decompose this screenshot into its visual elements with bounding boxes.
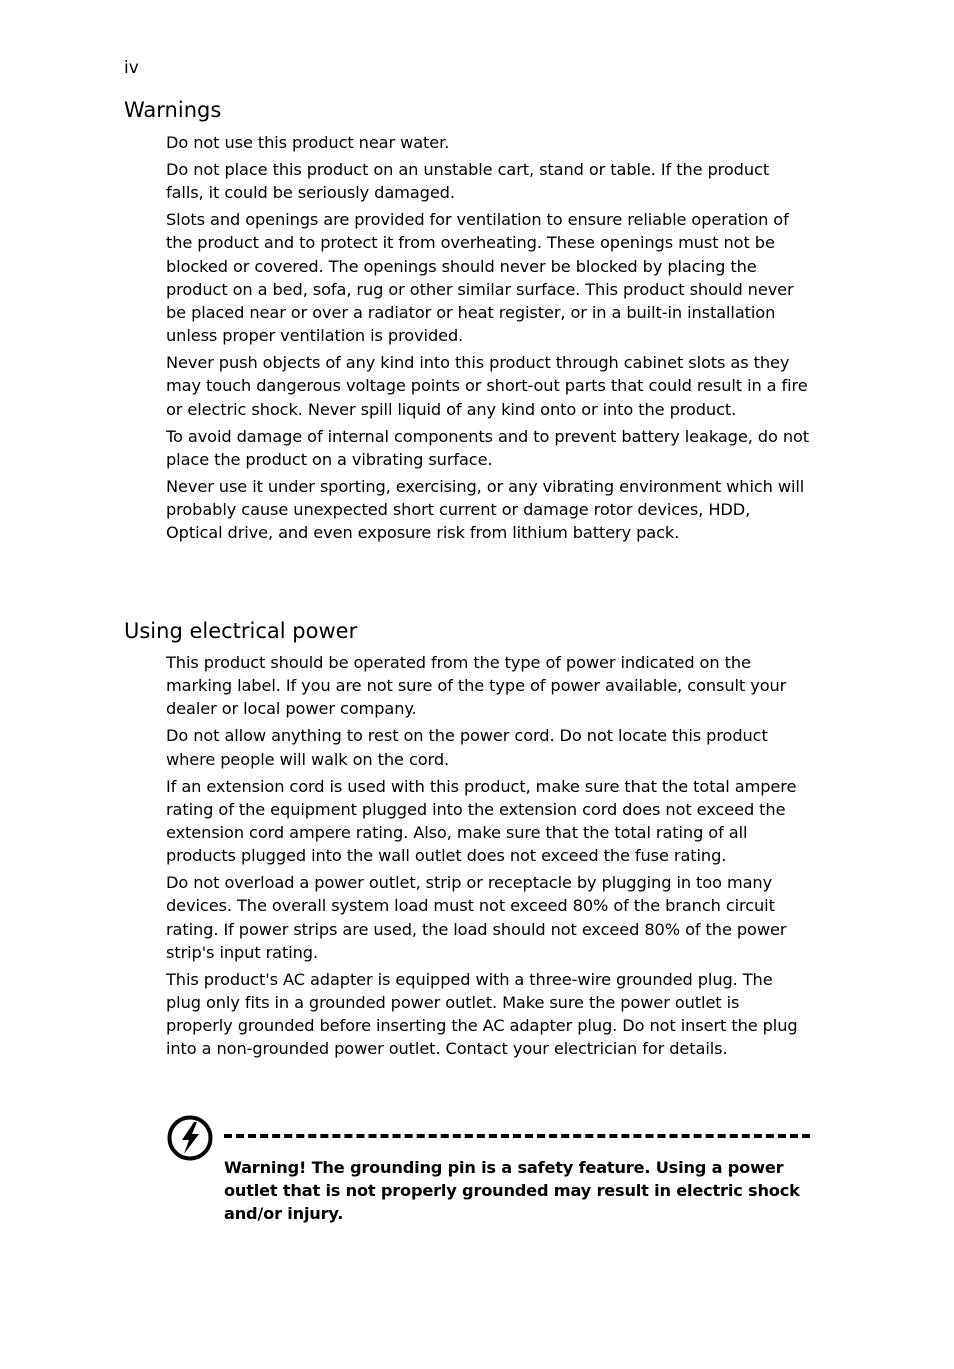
paragraph: Do not use this product near water. <box>166 133 450 152</box>
paragraph: Never use it under sporting, exercising, or any vibrating environment which will probably cause unexpected short current or damage rotor devices, HDD, Optical drive, and even exposure risk from lithium battery pack. <box>166 476 805 543</box>
paragraph: Never push objects of any kind into this product through cabinet slots as they may touch dangerous voltage points or short-out parts that could result in a fire or electric shock. Never spill liquid of any kind onto or into the product. <box>166 353 808 419</box>
paragraph: Do not place this product on an unstable cart, stand or table. If the product falls, it could be seriously damaged. <box>166 160 770 203</box>
paragraph: This product should be operated from the type of power indicated on the marking label. If you are not sure of the type of power available, consult your dealer or local power company. <box>166 653 787 719</box>
paragraph: To avoid damage of internal components and to prevent battery leakage, do not place the product on a vibrating surface. <box>166 426 810 469</box>
warning-text: Warning! The grounding pin is a safety feature. Using a power outlet that is not properly grounded may result in electric shock and/or injury. <box>224 1158 800 1224</box>
warning-divider <box>224 1134 810 1138</box>
paragraph: Do not allow anything to rest on the power cord. Do not locate this product where people will walk on the cord. <box>166 726 768 769</box>
electrical-power-paragraphs <box>166 651 811 1064</box>
paragraph: Slots and openings are provided for ventilation to ensure reliable operation of the product and to protect it from overheating. These openings must not be blocked or covered. The openings should never be blocked by placing the product on a bed, sofa, rug or other similar surface. This product should never be placed near or over a radiator or heat register, or in a built-in installation unless proper ventilation is provided. <box>166 210 794 346</box>
paragraph: Do not overload a power outlet, strip or receptacle by plugging in too many devices. The overall system load must not exceed 80% of the branch circuit rating. If power strips are used, the load should not exceed 80% of the power strip's input rating. <box>166 873 787 962</box>
paragraph: If an extension cord is used with this product, make sure that the total ampere rating of the equipment plugged into the extension cord does not exceed the extension cord ampere rating. Also, make sure that the total rating of all products plugged into the wall outlet does not exceed the fuse rating. <box>166 776 797 866</box>
section-title-warnings: Warnings <box>124 98 222 122</box>
page-number: iv <box>124 58 139 78</box>
lightning-warning-icon <box>166 1114 214 1162</box>
warnings-paragraphs <box>166 131 811 548</box>
section-title-electrical-power: Using electrical power <box>124 619 358 643</box>
paragraph: This product's AC adapter is equipped with a three-wire grounded plug. The plug only fits in a grounded power outlet. Make sure the power outlet is properly grounded before inserting the AC adapter plug. Do not insert the plug into a non-grounded power outlet. Contact your electrician for details. <box>166 969 798 1059</box>
